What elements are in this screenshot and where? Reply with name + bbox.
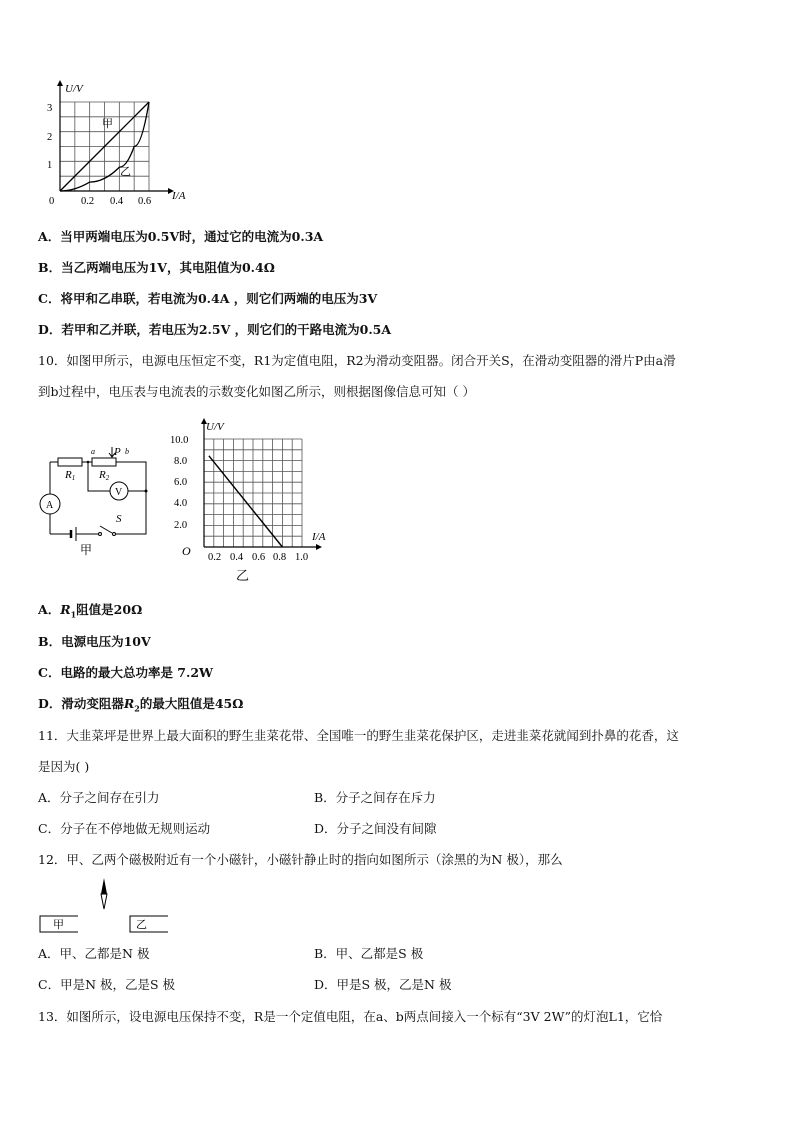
q10-stem-line2: 到b过程中，电压表与电流表的示数变化如图乙所示，则根据图像信息可知（ ） bbox=[38, 384, 475, 399]
magnet-yi-label: 乙 bbox=[136, 919, 147, 931]
x-tick: 0.2 bbox=[81, 196, 95, 207]
q12-stem-line1: 12．甲、乙两个磁极附近有一个小磁针，小磁针静止时的指向如图所示（涂黑的为N 极），那么 bbox=[38, 852, 563, 867]
y-tick: 10.0 bbox=[170, 435, 189, 446]
series-line bbox=[209, 456, 283, 547]
label-R1: R1 bbox=[65, 469, 76, 482]
graph-ui-yi bbox=[166, 416, 336, 586]
q11-stem-line2: 是因为( ) bbox=[38, 759, 90, 774]
y-tick: 2.0 bbox=[174, 520, 188, 531]
q13-stem-line1: 13．如图所示，设电源电压保持不变，R是一个定值电阻，在a、b两点间接入一个标有“3V 2W”的灯泡L1，它恰 bbox=[38, 1009, 663, 1024]
y-tick: 2 bbox=[47, 132, 53, 143]
q12-option-c: C．甲是N 极，乙是S 极 bbox=[38, 977, 176, 992]
ammeter-label: A bbox=[46, 500, 54, 511]
q11-option-a: A．分子之间存在引力 bbox=[38, 790, 160, 805]
label-b: b bbox=[125, 447, 129, 456]
q10-stem-line1: 10．如图甲所示，电源电压恒定不变，R1为定值电阻，R2为滑动变阻器。闭合开关S，在滑动变阻器的滑片P由a滑 bbox=[38, 353, 676, 368]
x-tick: 0.4 bbox=[110, 196, 124, 207]
q10-option-d: D．滑动变阻器$R_2$的最大阻值是45Ω bbox=[38, 696, 244, 714]
circuit-caption: 甲 bbox=[80, 543, 93, 557]
curve-label-yi: 乙 bbox=[120, 166, 131, 178]
q10-option-a: A．$R_1$阻值是20Ω bbox=[38, 602, 143, 620]
x-tick: 1.0 bbox=[295, 552, 309, 563]
magnet-diagram bbox=[36, 876, 176, 936]
q12-option-d: D．甲是S 极，乙是N 极 bbox=[314, 977, 452, 992]
x-axis-label: I/A bbox=[172, 190, 186, 202]
q9-option-d: D．若甲和乙并联，若电压为2.5V ，则它们的干路电流为0.5A bbox=[38, 322, 392, 337]
x-axis-label: I/A bbox=[312, 531, 326, 543]
x-tick: 0.4 bbox=[230, 552, 244, 563]
graph-ui-jia-yi bbox=[30, 78, 200, 210]
y-tick: 6.0 bbox=[174, 477, 188, 488]
q11-stem-line1: 11．大韭菜坪是世界上最大面积的野生韭菜花带、全国唯一的野生韭菜花保护区，走进韭菜花就闻到扑鼻的花香，这 bbox=[38, 728, 679, 743]
y-tick: 3 bbox=[47, 103, 53, 114]
graph-caption: 乙 bbox=[236, 568, 250, 583]
q11-option-b: B．分子之间存在斥力 bbox=[314, 790, 436, 805]
label-a: a bbox=[91, 447, 95, 456]
y-axis-label: U/V bbox=[65, 83, 83, 95]
q10-option-b: B．电源电压为10V bbox=[38, 634, 151, 649]
q10-option-c: C．电路的最大总功率是 7.2W bbox=[38, 665, 214, 680]
q11-option-d: D．分子之间没有间隙 bbox=[314, 821, 437, 836]
x-tick: 0.6 bbox=[252, 552, 266, 563]
q9-option-a: A．当甲两端电压为0.5V时，通过它的电流为0.3A bbox=[38, 229, 324, 244]
q11-option-c: C．分子在不停地做无规则运动 bbox=[38, 821, 211, 836]
y-tick: 8.0 bbox=[174, 456, 188, 467]
magnet-jia-label: 甲 bbox=[53, 919, 64, 931]
x-tick: 0.8 bbox=[273, 552, 287, 563]
q9-option-c: C．将甲和乙串联，若电流为0.4A ，则它们两端的电压为3V bbox=[38, 291, 378, 306]
y-tick: 4.0 bbox=[174, 498, 188, 509]
voltmeter-label: V bbox=[115, 487, 123, 498]
y-tick: 1 bbox=[47, 160, 53, 171]
x-tick: 0.6 bbox=[138, 196, 152, 207]
needle-south bbox=[101, 894, 107, 909]
label-R2: R2 bbox=[99, 469, 110, 482]
x-tick: 0.2 bbox=[208, 552, 222, 563]
circuit-diagram bbox=[36, 442, 156, 560]
q12-option-b: B．甲、乙都是S 极 bbox=[314, 946, 424, 961]
q9-option-b: B．当乙两端电压为1V，其电阻值为0.4Ω bbox=[38, 260, 275, 275]
needle-north bbox=[101, 878, 107, 894]
q12-option-a: A．甲、乙都是N 极 bbox=[38, 946, 150, 961]
switch-label: S bbox=[116, 513, 122, 525]
origin-label: O bbox=[182, 544, 191, 558]
label-P: P bbox=[114, 446, 121, 458]
curve-label-jia: 甲 bbox=[102, 118, 113, 130]
origin-label: 0 bbox=[49, 196, 55, 207]
y-axis-label: U/V bbox=[206, 421, 224, 433]
